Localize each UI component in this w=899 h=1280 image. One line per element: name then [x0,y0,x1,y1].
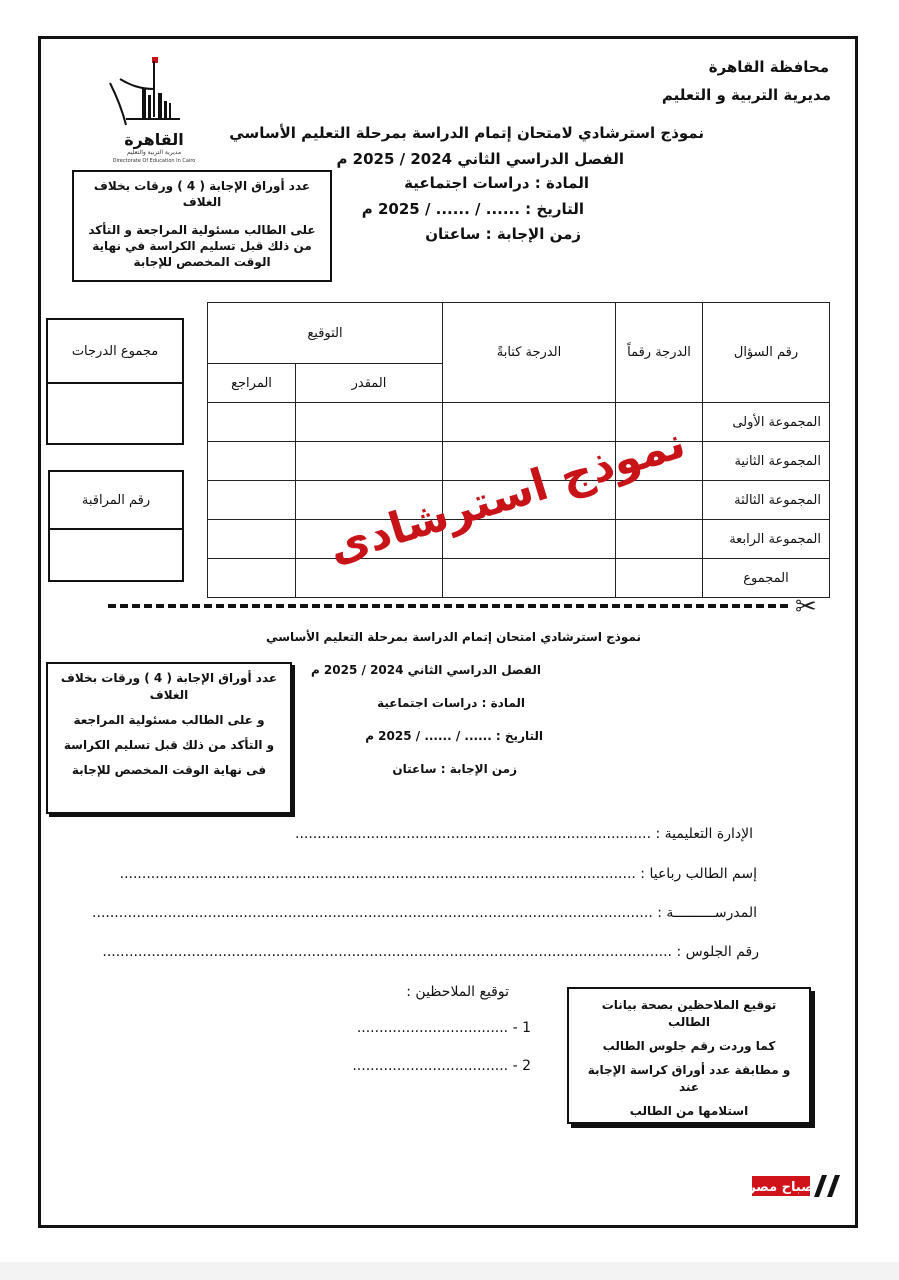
observer-number-label: رقم المراقبة [50,472,182,530]
governorate: محافظة القاهرة [708,58,829,76]
row-label: المجموعة الأولى [703,403,830,442]
grades-total-box [46,318,184,445]
lower-notice-line-2: و على الطالب مسئولية المراجعة [73,713,265,727]
logo-subtext: مديرية التربية والتعليم [126,149,182,156]
cell[interactable] [208,403,296,442]
duration: زمن الإجابة : ساعتان [425,225,581,243]
lower-notice-line-1: عدد أوراق الإجابة ( 4 ) ورقات بخلاف الغلاف [60,671,278,702]
observer-number-box [48,470,184,582]
grades-table [207,302,830,598]
cell[interactable] [296,403,443,442]
verification-box [567,987,811,1124]
lower-subject: المادة : دراسات اجتماعية [377,696,525,710]
col-reviewer: المراجع [208,364,296,403]
cell[interactable] [616,559,703,598]
col-digits: الدرجة رقماً [616,303,703,403]
col-signature: التوقيع [208,303,443,364]
col-question: رقم السؤال [703,303,830,403]
cell[interactable] [616,481,703,520]
cell[interactable] [296,559,443,598]
lower-title: نموذج استرشادي امتحان إتمام الدراسة بمرحلة التعليم الأساسي [266,630,641,644]
sample-stamp: نموذج استرشادى [322,417,691,574]
verify-line-2: كما وردت رقم جلوس الطالب [602,1039,776,1053]
cell[interactable] [208,520,296,559]
answer-sheets-notice [72,170,332,282]
directorate: مديرية التربية و التعليم [661,86,831,104]
student-name-field[interactable]: إسم الطالب رباعيا : .................................................................................................................... [119,866,757,882]
observer-1-field[interactable]: 1 - .................................. [356,1020,531,1036]
lower-notice-box [46,662,292,814]
cut-line [108,604,788,608]
col-words: الدرجة كتابةً [443,303,616,403]
brand-logo [706,1171,844,1201]
cell[interactable] [208,559,296,598]
school-field[interactable]: المدرســــــــــة : .............................................................................................................................. [92,905,757,921]
row-label: المجموعة الثالثة [703,481,830,520]
row-label-total: المجموع [703,559,830,598]
cairo-logo [96,55,208,167]
cell[interactable] [443,559,616,598]
scissors-icon: ✂ [795,592,817,622]
logo-caption: Directorate Of Education In Cairo [112,158,196,164]
cell[interactable] [296,442,443,481]
col-estimator: المقدر [296,364,443,403]
lower-notice-line-3: و التأكد من ذلك قبل تسليم الكراسة [63,738,275,752]
subject: المادة : دراسات اجتماعية [404,174,589,192]
admin-field[interactable]: الإدارة التعليمية : ................................................................................ [295,826,753,842]
brand-word-1: صباح مصر [748,1180,814,1195]
seat-number-field[interactable]: رقم الجلوس : ................................................................................................................................ [102,944,759,960]
lower-notice-line-4: فى نهاية الوقت المخصص للإجابة [71,763,267,777]
verify-line-4: استلامها من الطالب [629,1104,749,1118]
cell[interactable] [208,481,296,520]
cell[interactable] [443,403,616,442]
verify-line-1: توقيع الملاحظين بصحة بيانات الطالب [601,998,777,1029]
exam-title: نموذج استرشادي لامتحان إتمام الدراسة بمرحلة التعليم الأساسي [229,124,704,142]
observers-signature-title: توقيع الملاحظين : [406,984,509,1000]
cell[interactable] [208,442,296,481]
row-label: المجموعة الرابعة [703,520,830,559]
observer-2-field[interactable]: 2 - ................................... [352,1058,531,1074]
exam-date: التاريخ : ...... / ...... / 2025 م [361,200,584,218]
semester: الفصل الدراسي الثاني 2024 / 2025 م [336,150,624,168]
row-label: المجموعة الثانية [703,442,830,481]
cell[interactable] [616,520,703,559]
verify-line-3: و مطابقة عدد أوراق كراسة الإجابة عند [587,1063,791,1094]
lower-date: التاريخ : ...... / ...... / 2025 م [365,729,543,743]
lower-duration: زمن الإجابة : ساعتان [392,762,517,776]
lower-semester: الفصل الدراسي الثاني 2024 / 2025 م [310,663,541,677]
notice-line-1: عدد أوراق الإجابة ( 4 ) ورقات بخلاف الغلاف [93,179,311,209]
logo-text: القاهرة [124,130,184,149]
grades-total-label: مجموع الدرجات [48,320,182,384]
notice-line-2: على الطالب مسئولية المراجعة و التأكد من ذلك قبل تسليم الكراسة في نهاية الوقت المخصص للإجابة [88,223,316,269]
